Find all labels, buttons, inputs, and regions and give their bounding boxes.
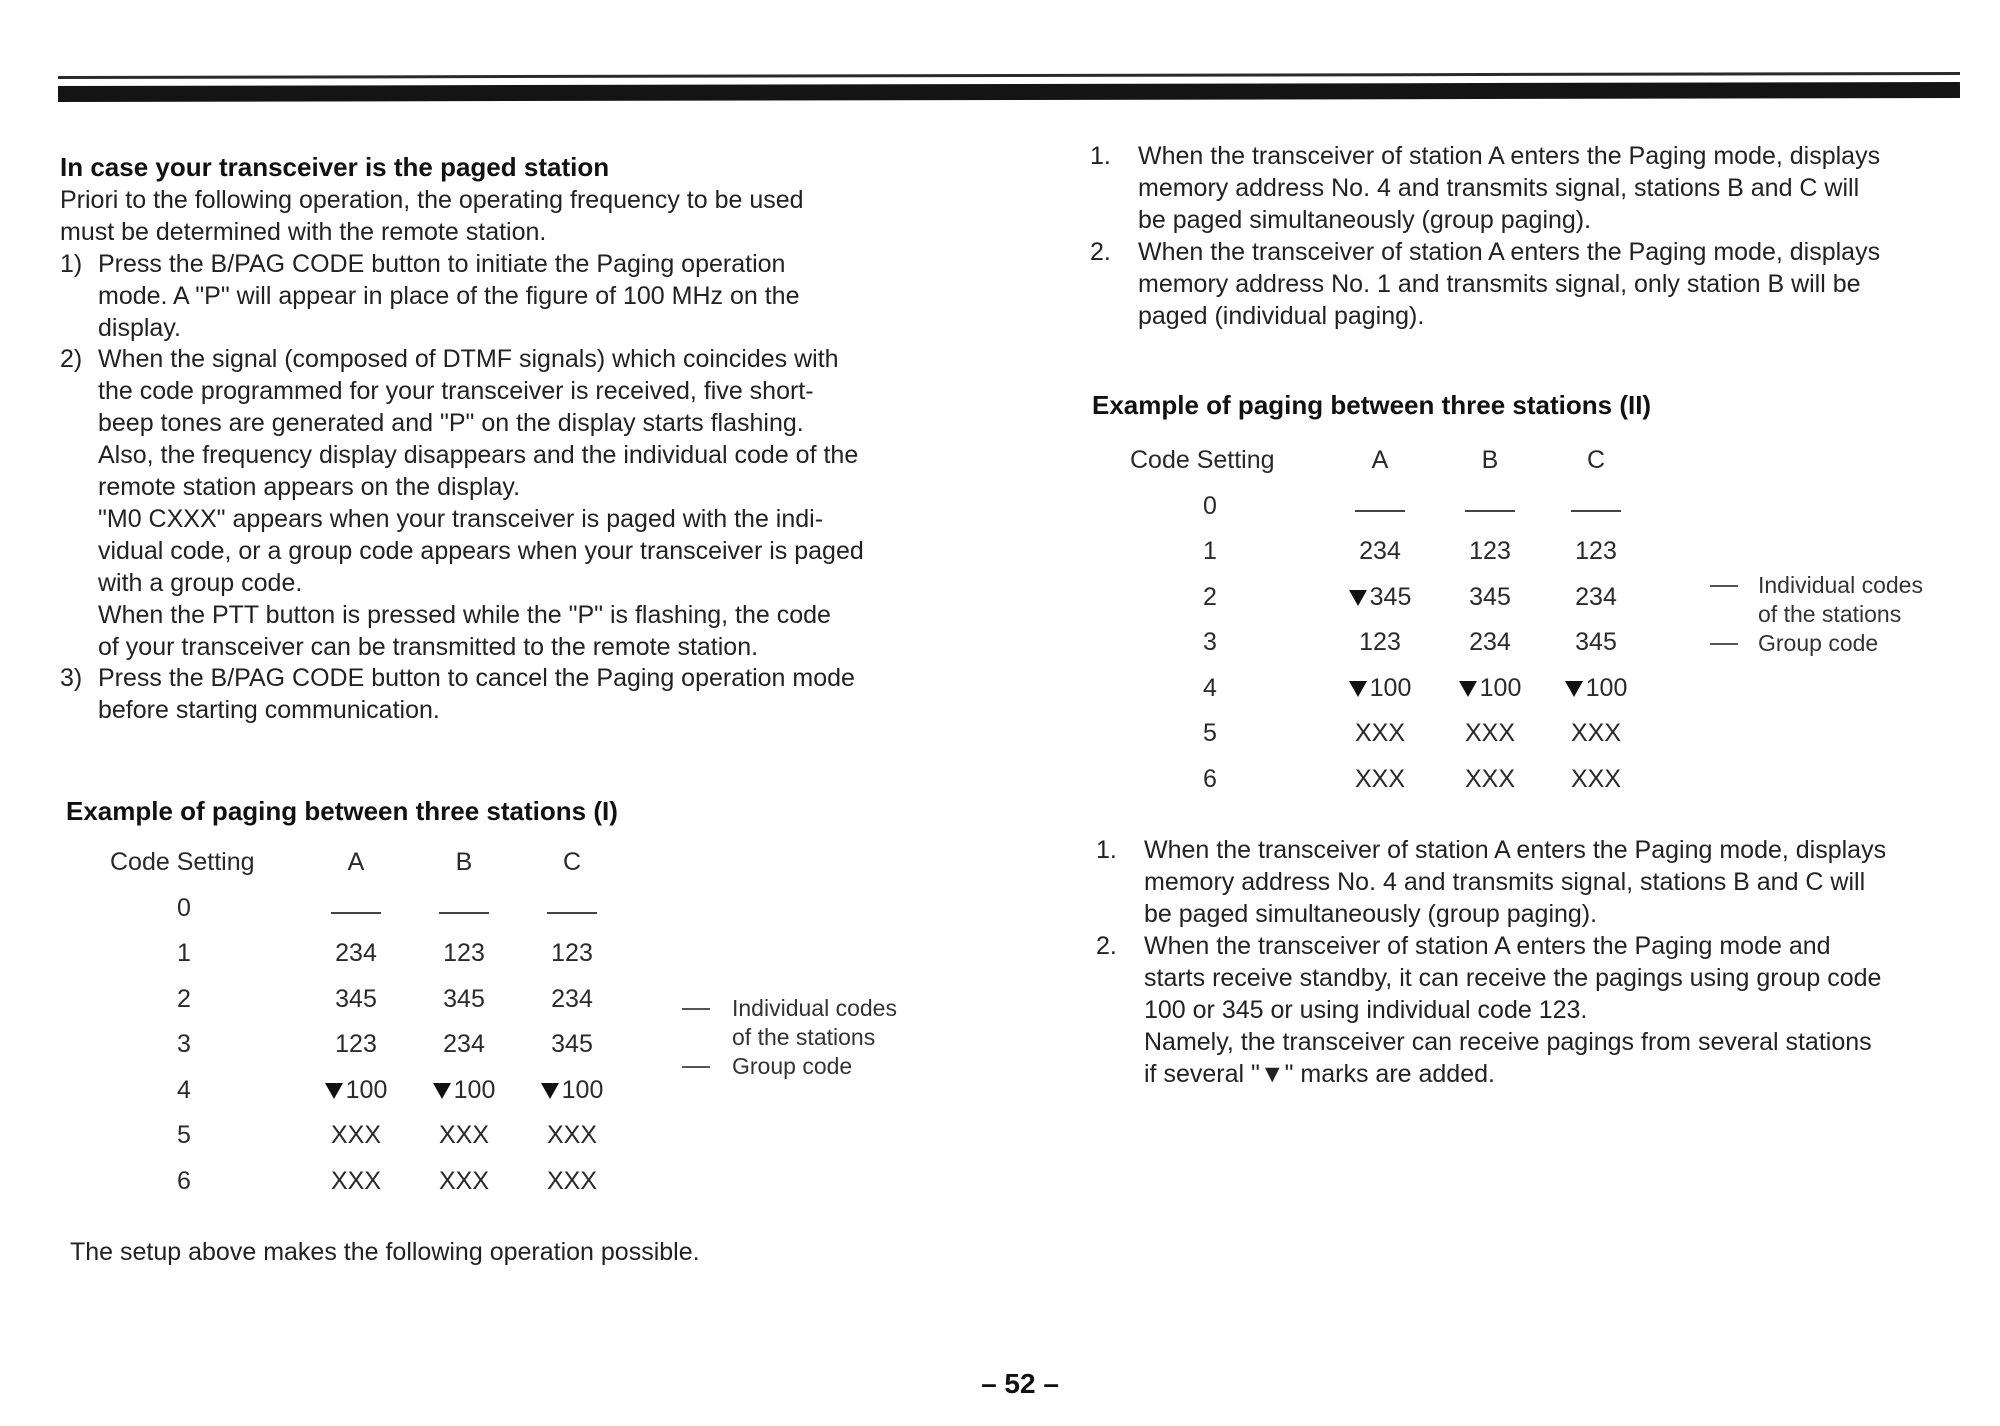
code-number: 3	[1203, 628, 1217, 656]
step-line: When the PTT button is pressed while the "P" is flashing, the code	[98, 601, 831, 629]
table-cell	[404, 1121, 524, 1150]
empty-dash	[439, 912, 489, 914]
code-number: 3	[177, 1030, 191, 1058]
cell-value: XXX	[1464, 764, 1516, 793]
table-cell	[512, 1167, 632, 1196]
code-number: 2	[1203, 582, 1217, 611]
list-line: if several "▼" marks are added.	[1144, 1060, 1495, 1088]
column-header-code: Code Setting	[110, 848, 255, 876]
list-line: be paged simultaneously (group paging).	[1144, 900, 1598, 928]
note-pointer-dash	[1710, 585, 1738, 587]
empty-dash	[331, 912, 381, 914]
cell-value: 345	[443, 984, 485, 1013]
step-number: 2)	[60, 345, 83, 373]
table-cell	[512, 939, 632, 968]
table-cell	[1430, 583, 1550, 612]
list-line: When the transceiver of station A enters the Paging mode, displays	[1138, 238, 1881, 266]
table-cell	[404, 985, 524, 1014]
cell-value: 123	[335, 1030, 377, 1058]
table-cell	[1536, 628, 1656, 657]
cell-value: XXX	[1464, 719, 1516, 747]
column-header-a: A	[1371, 446, 1389, 474]
table-cell	[296, 1076, 416, 1105]
intro-line: Priori to the following operation, the operating frequency to be used	[60, 186, 804, 214]
table-cell	[1320, 674, 1440, 703]
intro-line: must be determined with the remote station.	[60, 218, 547, 246]
list-item	[1096, 930, 1976, 1090]
list-line: Namely, the transceiver can receive pagings from several stations	[1144, 1028, 1872, 1056]
step-line: "M0 CXXX" appears when your transceiver is paged with the indi-	[98, 505, 824, 533]
list-line: memory address No. 4 and transmits signal, stations B and C will	[1138, 174, 1860, 202]
code-number: 0	[1203, 491, 1217, 520]
step-line: display.	[98, 314, 181, 342]
step-line: with a group code.	[98, 569, 303, 597]
cell-value: 123	[551, 939, 593, 967]
step-line: When the signal (composed of DTMF signals) which coincides with	[98, 345, 839, 373]
cell-value: 345	[1469, 582, 1511, 611]
list-line: be paged simultaneously (group paging).	[1138, 206, 1592, 234]
step-line: vidual code, or a group code appears when your transceiver is paged	[98, 537, 864, 565]
step-line: Also, the frequency display disappears and the individual code of the	[98, 441, 859, 469]
code-number: 5	[1203, 719, 1217, 747]
table-cell	[1536, 537, 1656, 566]
example-2-title: Example of paging between three stations (II)	[1092, 390, 1652, 420]
right-list-2	[1096, 834, 1976, 1090]
table-cell	[512, 1121, 632, 1150]
table-cell	[296, 985, 416, 1014]
marker-triangle-icon	[433, 1083, 451, 1099]
code-number: 4	[177, 1075, 191, 1104]
step-line: beep tones are generated and "P" on the display starts flashing.	[98, 409, 804, 437]
cell-value: 100	[453, 1075, 496, 1104]
table-cell	[512, 1030, 632, 1059]
table-cell	[512, 985, 632, 1014]
empty-dash	[1355, 510, 1405, 512]
code-number: 6	[1203, 764, 1217, 793]
cell-value: 345	[1575, 628, 1617, 656]
step-2	[60, 343, 940, 663]
step-line: of your transceiver can be transmitted to the remote station.	[98, 633, 759, 661]
marker-triangle-icon	[1565, 681, 1583, 697]
step-line: Press the B/PAG CODE button to initiate the Paging operation	[98, 250, 786, 278]
table-cell	[296, 939, 416, 968]
table-cell	[1320, 719, 1440, 748]
list-line: When the transceiver of station A enters the Paging mode and	[1144, 932, 1831, 960]
step-line: before starting communication.	[98, 696, 440, 724]
empty-dash	[1571, 510, 1621, 512]
list-number: 1.	[1096, 836, 1117, 864]
column-header-c: C	[1586, 446, 1606, 474]
marker-triangle-icon	[325, 1083, 343, 1099]
cell-value: 100	[1585, 673, 1628, 702]
note-line: Individual codes	[732, 994, 897, 1021]
cell-value: XXX	[330, 1166, 382, 1195]
cell-value: 100	[1479, 673, 1522, 702]
example-1-title: Example of paging between three stations (I)	[66, 796, 618, 826]
note-line: of the stations	[732, 1023, 876, 1050]
table-cell	[404, 1167, 524, 1196]
cell-value: 123	[443, 939, 485, 967]
cell-value: XXX	[438, 1166, 490, 1195]
column-header-c: C	[562, 848, 582, 876]
step-line: the code programmed for your transceiver is received, five short-	[98, 377, 814, 405]
note-group-code: Group code	[1758, 630, 1879, 657]
note-pointer-dash	[682, 1008, 710, 1010]
code-number: 1	[177, 939, 191, 967]
list-item	[1090, 236, 1970, 332]
marker-triangle-icon	[1459, 681, 1477, 697]
list-line: paged (individual paging).	[1138, 302, 1425, 330]
table-cell	[1536, 719, 1656, 748]
cell-value: 100	[1369, 673, 1412, 702]
cell-value: XXX	[438, 1121, 490, 1149]
cell-value: XXX	[330, 1121, 382, 1149]
column-header-code: Code Setting	[1130, 446, 1275, 474]
table-cell	[1536, 583, 1656, 612]
marker-triangle-icon	[541, 1083, 559, 1099]
column-header-b: B	[1481, 446, 1499, 474]
list-line: When the transceiver of station A enters the Paging mode, displays	[1144, 836, 1887, 864]
note-line: Individual codes	[1758, 572, 1923, 599]
cell-value: 345	[1369, 582, 1412, 611]
cell-value: XXX	[1570, 719, 1622, 747]
note-pointer-dash	[1710, 643, 1738, 645]
list-line: memory address No. 1 and transmits signal, only station B will be	[1138, 270, 1861, 298]
step-1	[60, 248, 940, 344]
cell-value: 234	[443, 1030, 485, 1058]
cell-value: 234	[335, 939, 377, 967]
list-line: memory address No. 4 and transmits signal, stations B and C will	[1144, 868, 1866, 896]
step-number: 3)	[60, 664, 83, 692]
table-cell	[404, 939, 524, 968]
cell-value: 123	[1575, 537, 1617, 565]
code-number: 5	[177, 1121, 191, 1149]
table-cell	[1430, 765, 1550, 794]
empty-dash	[1465, 510, 1515, 512]
cell-value: 123	[1359, 628, 1401, 656]
table-cell	[1430, 628, 1550, 657]
intro-paragraph	[60, 184, 804, 248]
table-cell	[1536, 765, 1656, 794]
footer-text: The setup above makes the following operation possible.	[70, 1238, 700, 1266]
table-cell	[1320, 583, 1440, 612]
table-cell	[1320, 765, 1440, 794]
header-thick-rule	[58, 82, 1960, 102]
note-pointer-dash	[682, 1066, 710, 1068]
code-number: 6	[177, 1166, 191, 1195]
header-thin-rule	[58, 72, 1960, 79]
step-3	[60, 662, 940, 726]
table-cell	[1320, 537, 1440, 566]
table-cell	[296, 1121, 416, 1150]
table-cell	[1536, 674, 1656, 703]
cell-value: XXX	[546, 1121, 598, 1149]
column-header-b: B	[455, 848, 473, 876]
table-cell	[1430, 674, 1550, 703]
note-line: of the stations	[1758, 601, 1902, 628]
table-cell	[296, 1167, 416, 1196]
cell-value: XXX	[1354, 719, 1406, 747]
cell-value: 100	[345, 1075, 388, 1104]
section-heading: In case your transceiver is the paged station	[60, 152, 610, 182]
code-number: 1	[1203, 537, 1217, 565]
cell-value: 234	[551, 984, 593, 1013]
list-number: 2.	[1096, 932, 1117, 960]
table-cell	[404, 1030, 524, 1059]
step-number: 1)	[60, 250, 83, 278]
marker-triangle-icon	[1349, 681, 1367, 697]
cell-value: 345	[335, 984, 377, 1013]
cell-value: 345	[551, 1030, 593, 1058]
page-number: – 52 –	[981, 1368, 1059, 1399]
list-line: When the transceiver of station A enters the Paging mode, displays	[1138, 142, 1881, 170]
empty-dash	[547, 912, 597, 914]
step-line: mode. A "P" will appear in place of the figure of 100 MHz on the	[98, 282, 800, 310]
table-cell	[404, 1076, 524, 1105]
list-item	[1090, 140, 1970, 236]
list-number: 2.	[1090, 238, 1111, 266]
list-line: 100 or 345 or using individual code 123.	[1144, 996, 1588, 1024]
code-number: 0	[177, 893, 191, 922]
step-line: remote station appears on the display.	[98, 473, 521, 501]
marker-triangle-icon	[1349, 590, 1367, 606]
table-cell	[1430, 719, 1550, 748]
cell-value: XXX	[1570, 764, 1622, 793]
cell-value: XXX	[1354, 764, 1406, 793]
table-cell	[1320, 628, 1440, 657]
table-cell	[512, 1076, 632, 1105]
code-number: 2	[177, 984, 191, 1013]
column-header-a: A	[347, 848, 365, 876]
step-line: Press the B/PAG CODE button to cancel the Paging operation mode	[98, 664, 855, 692]
cell-value: 234	[1359, 537, 1401, 565]
code-number: 4	[1203, 673, 1217, 702]
cell-value: 234	[1575, 582, 1617, 611]
cell-value: 234	[1469, 628, 1511, 656]
note-group-code: Group code	[732, 1052, 853, 1079]
list-line: starts receive standby, it can receive the pagings using group code	[1144, 964, 1882, 992]
list-number: 1.	[1090, 142, 1111, 170]
table-cell	[296, 1030, 416, 1059]
note-individual-codes	[732, 994, 897, 1052]
cell-value: 123	[1469, 537, 1511, 565]
cell-value: XXX	[546, 1166, 598, 1195]
list-item	[1096, 834, 1976, 930]
right-list-1	[1090, 140, 1970, 332]
note-individual-codes	[1758, 571, 1923, 629]
cell-value: 100	[561, 1075, 604, 1104]
table-cell	[1430, 537, 1550, 566]
